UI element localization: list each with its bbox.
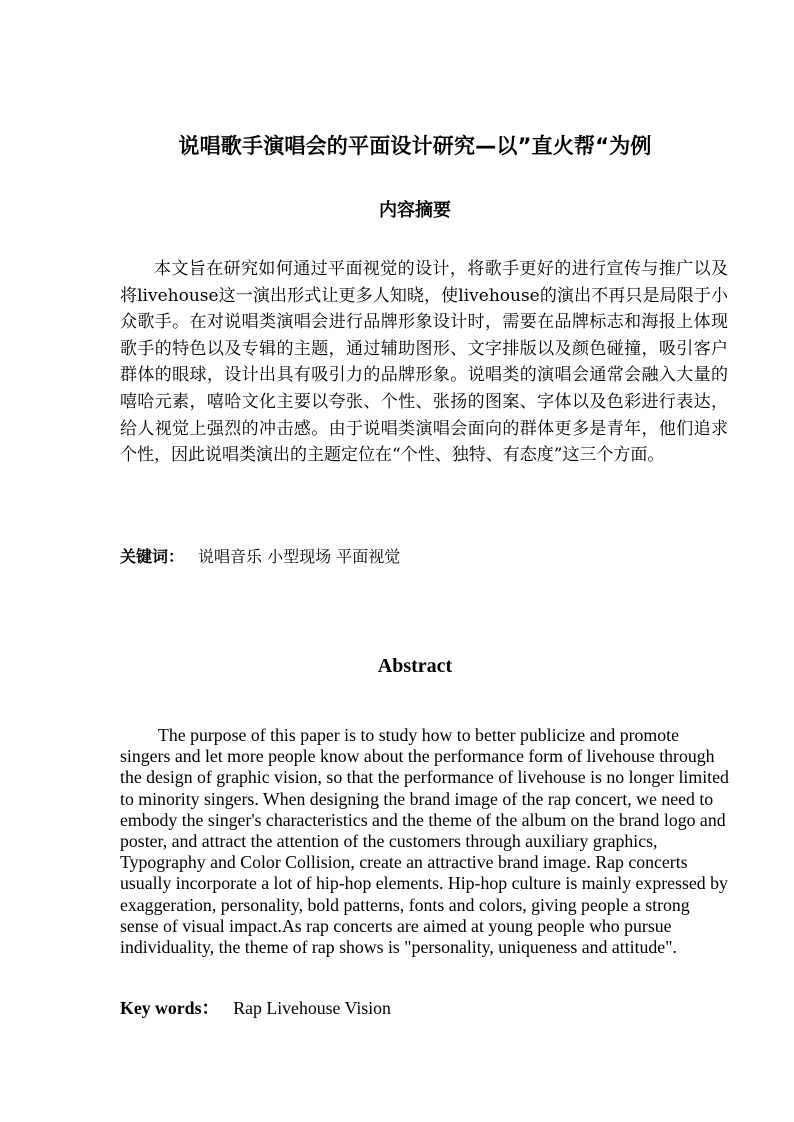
abstract-body-cn: 本文旨在研究如何通过平面视觉的设计，将歌手更好的进行宣传与推广以及将livehouse这一演出形式让更多人知晓，使livehouse的演出不再只是局限于小众歌手。在对说唱类演唱会进行品牌形象设计时，需要在品牌标志和海报上体现歌手的特色以及专辑的主题，通过辅助图形、文字排版以及颜色碰撞，吸引客户群体的眼球，设计出具有吸引力的品牌形象。说唱类的演唱会通常会融入大量的嘻哈元素，嘻哈文化主要以夸张、个性、张扬的图案、字体以及色彩进行表达，给人视觉上强烈的冲击感。由于说唱类演唱会面向的群体更多是青年，他们追求个性，因此说唱类演出的主题定位在“个性、独特、有态度”这三个方面。	[120, 259, 728, 466]
abstract-body-en: The purpose of this paper is to study how to better publicize and promote singers and let more people know about the performance form of livehouse through the design of graphic vision, so that the performance of livehouse is no longer limited to minority singers. When designing the brand image of the rap concert, we need to embody the singer's characteristics and the theme of the album on the brand logo and poster, and attract the attention of the customers through auxiliary graphics, Typography and Color Collision, create an attractive brand image. Rap concerts usually incorporate a lot of hip-hop elements. Hip-hop culture is mainly expressed by exaggeration, personality, bold patterns, fonts and colors, giving people a strong sense of visual impact.As rap concerts are aimed at young people who pursue individuality, the theme of rap shows is "personality, uniqueness and attitude".	[120, 725, 729, 958]
abstract-heading-cn: 内容摘要	[379, 200, 451, 221]
keywords-value-en: Rap Livehouse Vision	[233, 998, 391, 1018]
abstract-heading-en: Abstract	[377, 655, 453, 677]
keywords-cn	[120, 544, 720, 567]
keywords-label-cn: 关键词：	[120, 547, 185, 566]
paper-title: 说唱歌手演唱会的平面设计研究—以”直火帮“为例	[178, 134, 652, 158]
keywords-label-en: Key words：	[120, 998, 220, 1018]
keywords-en	[120, 995, 720, 1020]
keywords-value-cn: 说唱音乐 小型现场 平面视觉	[198, 547, 401, 566]
